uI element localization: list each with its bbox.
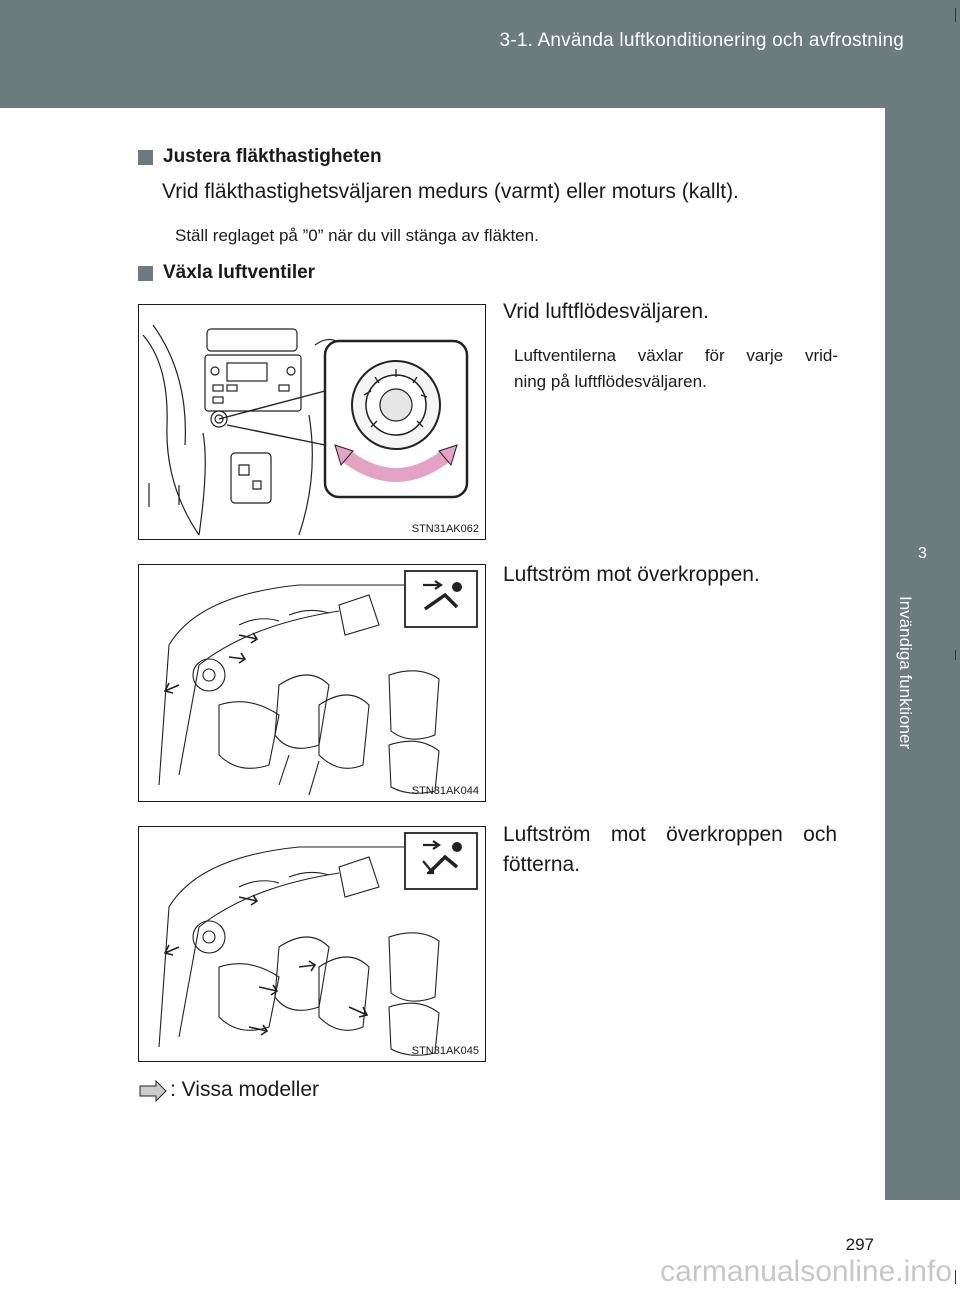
page-header-title: 3-1. Använda luftkonditionering och avfrostning [499, 30, 904, 51]
side-tab-upper [885, 108, 960, 524]
fan-speed-body: Vrid fläkthastighetsväljaren medurs (varmt) eller moturs (kallt). [162, 180, 739, 203]
chapter-number: 3 [885, 524, 960, 584]
vents-note-line1: Luftventilerna växlar för varje vrid- [514, 346, 838, 365]
mode-bi-level-line1: Luftström mot överkroppen och [503, 823, 837, 846]
header-bar [0, 0, 960, 108]
heading-vents: Växla luftventiler [138, 262, 315, 284]
crop-mark [955, 650, 956, 660]
chapter-label: Invändiga funktioner [896, 596, 915, 750]
heading-fan-speed: Justera fläkthastigheten [138, 146, 382, 168]
optional-arrow-icon [138, 1079, 168, 1103]
mode-upper-body-text: Luftström mot överkroppen. [503, 563, 760, 586]
crop-mark [955, 1270, 956, 1284]
mode-bi-level-line2: fötterna. [503, 853, 581, 876]
dashboard-illustration [139, 305, 485, 539]
figure-code: STN31AK044 [411, 785, 479, 797]
crop-mark [955, 8, 956, 22]
vents-instruction: Vrid luftflödesväljaren. [503, 300, 709, 323]
page-number: 297 [845, 1235, 874, 1254]
figure-dashboard-dial [138, 304, 486, 540]
figure-airflow-upper-body [138, 564, 486, 802]
figure-airflow-bi-level [138, 826, 486, 1062]
vents-note-line2: ning på luftflödesväljaren. [514, 372, 707, 391]
cabin-illustration [139, 565, 485, 801]
footer-watermark[interactable]: carmanualsonline.info [660, 1255, 952, 1288]
square-bullet-icon [138, 266, 153, 281]
cabin-illustration [139, 827, 485, 1061]
figure-code: STN31AK045 [411, 1045, 479, 1057]
square-bullet-icon [138, 150, 153, 165]
legend-text: : Vissa modeller [170, 1078, 320, 1101]
fan-speed-note: Ställ reglaget på ”0” när du vill stänga av fläkten. [175, 226, 539, 245]
figure-code: STN31AK062 [411, 523, 479, 535]
